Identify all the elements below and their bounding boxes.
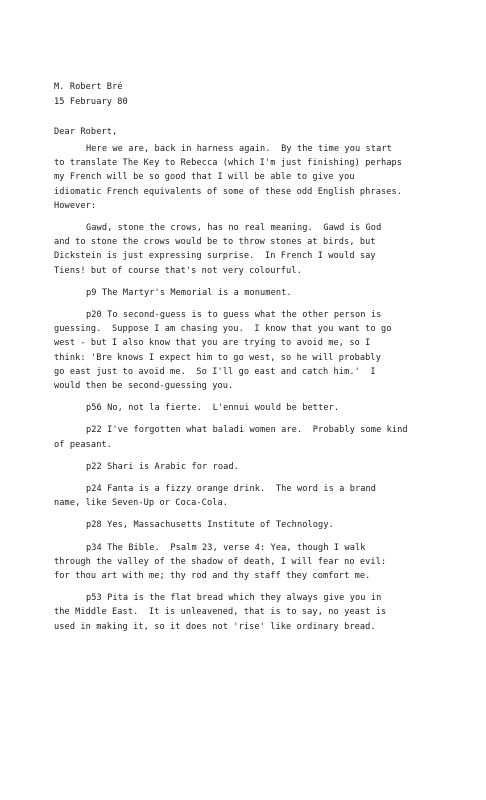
- body-paragraph: [54, 591, 434, 634]
- body-paragraph: [54, 221, 434, 278]
- paragraph-line: idiomatic French equivalents of some of these odd English phrases.: [54, 186, 403, 197]
- paragraph-line: p9 The Martyr's Memorial is a monument.: [86, 287, 292, 298]
- paragraph-line: Gawd, stone the crows, has no real meaning. Gawd is God: [86, 223, 382, 234]
- paragraph-line: Here we are, back in harness again. By the time you start: [86, 144, 392, 154]
- paragraph-line: the Middle East. It is unleavened, that is to say, no yeast is: [54, 607, 387, 618]
- paragraph-line: for thou art with me; thy rod and thy staff they comfort me.: [54, 571, 371, 582]
- paragraph-line: my French will be so good that I will be able to give you: [54, 172, 355, 183]
- paragraph-line: p56 No, not la fierte. L'ennui would be better.: [86, 403, 340, 414]
- paragraph-line: through the valley of the shadow of death, I will fear no evil:: [54, 556, 387, 567]
- body-paragraph: [54, 308, 434, 393]
- body-paragraph: [54, 518, 434, 532]
- body-paragraph: [54, 541, 434, 584]
- paragraph-line: p22 Shari is Arabic for road.: [86, 461, 239, 472]
- letter-date: 15 February 80: [54, 97, 128, 107]
- paragraph-line: p24 Fanta is a fizzy orange drink. The word is a brand: [86, 484, 377, 495]
- paragraph-line: name, like Seven-Up or Coca-Cola.: [54, 498, 229, 509]
- paragraph-line: go east just to avoid me. So I'll go east and catch him.' I: [54, 366, 376, 377]
- body-paragraph: [54, 401, 434, 415]
- letter-header: [54, 80, 128, 110]
- paragraph-line: However:: [54, 200, 97, 211]
- paragraph-line: p34 The Bible. Psalm 23, verse 4: Yea, though I walk: [86, 542, 366, 553]
- paragraph-line: to translate The Key to Rebecca (which I'm just finishing) perhaps: [54, 158, 403, 169]
- paragraph-line: p20 To second-guess is to guess what the other person is: [86, 310, 382, 321]
- letter-body: [54, 142, 434, 642]
- paragraph-line: p53 Pita is the flat bread which they always give you in: [86, 593, 382, 604]
- paragraph-line: would then be second-guessing you.: [54, 381, 234, 392]
- paragraph-line: of peasant.: [54, 439, 113, 450]
- body-paragraph: [54, 482, 434, 510]
- paragraph-line: west - but I also know that you are trying to avoid me, so I: [54, 338, 371, 349]
- paragraph-line: used in making it, so it does not 'rise' like ordinary bread.: [54, 621, 376, 632]
- paragraph-line: and to stone the crows would be to throw stones at birds, but: [54, 237, 376, 248]
- body-paragraph: [54, 423, 434, 451]
- paragraph-line: guessing. Suppose I am chasing you. I know that you want to go: [54, 324, 392, 335]
- paragraph-line: p22 I've forgotten what baladi women are. Probably some kind: [86, 425, 408, 436]
- paragraph-line: p28 Yes, Massachusetts Institute of Technology.: [86, 520, 334, 531]
- recipient-name: M. Robert Bré: [54, 82, 123, 92]
- salutation: Dear Robert,: [54, 127, 118, 137]
- paragraph-line: Dickstein is just expressing surprise. In French I would say: [54, 251, 376, 262]
- body-paragraph: [54, 142, 434, 213]
- paragraph-line: think: 'Bre knows I expect him to go west, so he will probably: [54, 352, 381, 363]
- paragraph-line: Tiens! but of course that's not very colourful.: [54, 265, 302, 276]
- body-paragraph: [54, 460, 434, 474]
- body-paragraph: [54, 286, 434, 300]
